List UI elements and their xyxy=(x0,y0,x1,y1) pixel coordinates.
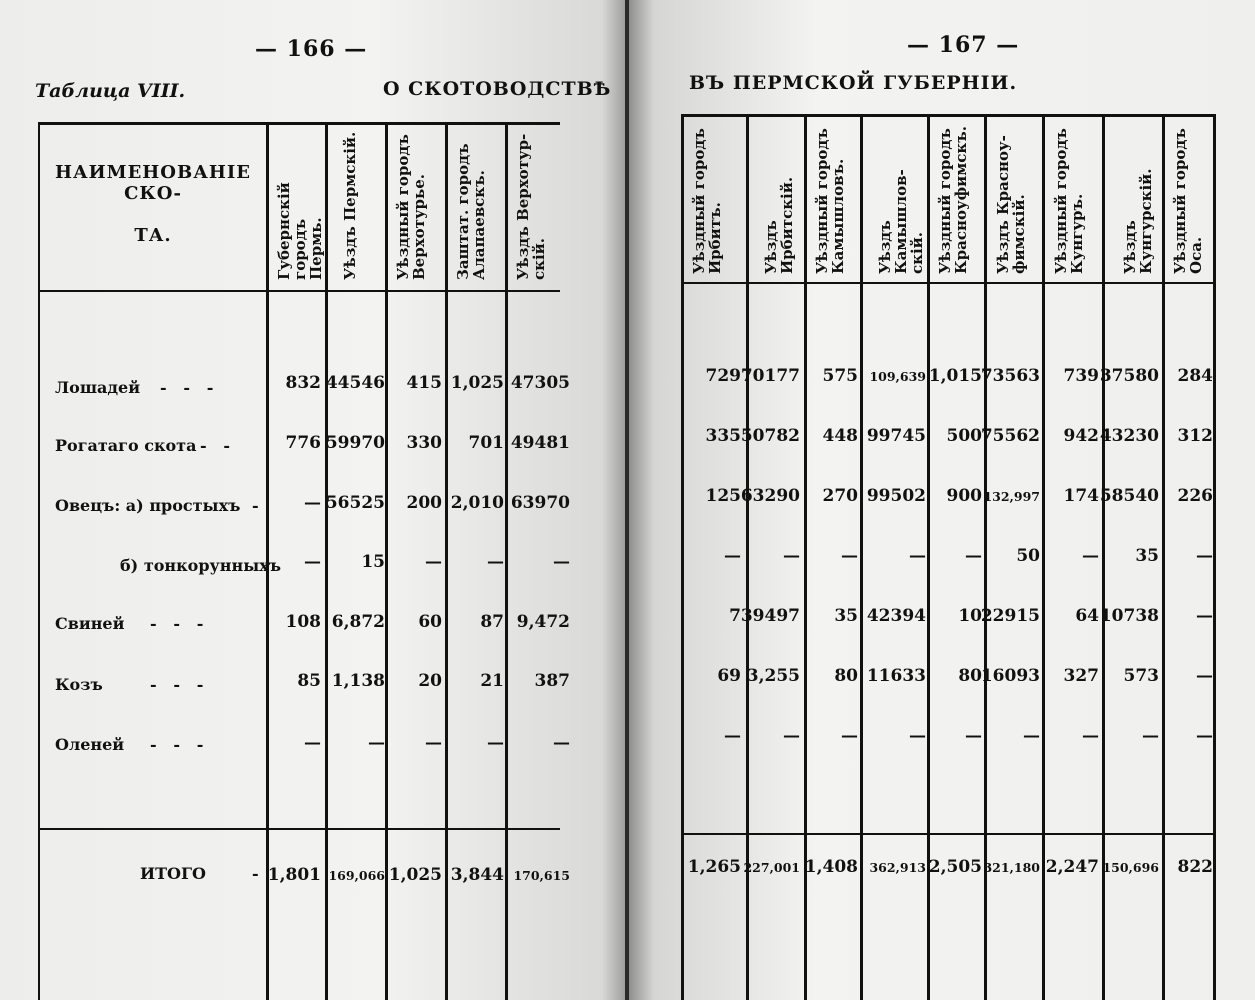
table-cell: — xyxy=(965,726,982,746)
table-cell: 1,025 xyxy=(450,373,504,393)
table-cell: 60 xyxy=(418,612,442,632)
table-cell: — xyxy=(1082,546,1099,566)
table-cell: 21 xyxy=(480,671,504,691)
table-cell: 22915 xyxy=(980,606,1040,626)
table-cell: 284 xyxy=(1177,366,1213,386)
table-cell: 125 xyxy=(705,486,741,506)
table-cell: 35 xyxy=(1135,546,1159,566)
table-cell: 108 xyxy=(285,612,321,632)
page-number-right: — 167 — xyxy=(907,32,1020,58)
table-cell: 47305 xyxy=(510,373,570,393)
table-cell: 200 xyxy=(406,493,442,513)
table-cell: — xyxy=(553,733,570,753)
table-cell: — xyxy=(909,546,926,566)
table-cell: — xyxy=(304,493,321,513)
table-cell: 448 xyxy=(822,426,858,446)
total-dashes: - xyxy=(252,864,259,883)
table-cell: 15 xyxy=(361,552,385,572)
total-cell: 3,844 xyxy=(450,865,504,885)
table-top-rule xyxy=(38,122,560,125)
row-dashes: - - xyxy=(200,436,230,455)
row-label: Лошадей xyxy=(55,378,141,397)
table-cell: 87 xyxy=(480,612,504,632)
row-label: Рогатаго скота xyxy=(55,436,197,455)
table-cell: 37580 xyxy=(1099,366,1159,386)
table-cell: 3,255 xyxy=(746,666,800,686)
table-cell: 270 xyxy=(822,486,858,506)
column-header: Губернскій городъ Пермь. xyxy=(275,182,325,280)
table-cell: 80 xyxy=(958,666,982,686)
total-top-rule xyxy=(681,833,1216,835)
row-label: Овецъ: а) простыхъ xyxy=(55,496,241,515)
right-page xyxy=(629,0,1255,1000)
header-bottom-rule xyxy=(681,282,1216,284)
table-cell: 11633 xyxy=(866,666,926,686)
table-cell: 69 xyxy=(717,666,741,686)
table-cell: 226 xyxy=(1177,486,1213,506)
table-cell: 575 xyxy=(822,366,858,386)
table-label: Таблица VIII. xyxy=(35,80,186,102)
row-label: б) тонкорунныхъ xyxy=(120,556,282,575)
table-cell: 73563 xyxy=(980,366,1040,386)
column-header: Уѣздъ Пермскій. xyxy=(341,131,359,280)
table-cell: 75562 xyxy=(980,426,1040,446)
column-header: Заштат. городъ Алапаевскъ. xyxy=(454,143,488,280)
table-cell: 739 xyxy=(1063,366,1099,386)
name-header-line1: НАИМЕНОВАНІЕ СКО- xyxy=(54,162,252,204)
header-bottom-rule xyxy=(38,290,560,292)
table-cell: 1,138 xyxy=(331,671,385,691)
table-cell: 1,015 xyxy=(928,366,982,386)
table-cell: 327 xyxy=(1063,666,1099,686)
table-cell: 35 xyxy=(834,606,858,626)
row-dashes: - - - xyxy=(150,735,204,754)
table-cell: 7 xyxy=(729,606,741,626)
table-cell: 70177 xyxy=(740,366,800,386)
table-cell: 44546 xyxy=(325,373,385,393)
table-cell: — xyxy=(1023,726,1040,746)
table-cell: — xyxy=(1196,546,1213,566)
column-header: Уѣздъ Камышлов- скій. xyxy=(876,169,926,274)
column-header: Уѣздный городъ Кунгуръ. xyxy=(1052,128,1086,274)
page-title-left: О СКОТОВОДСТВѢ xyxy=(383,78,612,100)
table-cell: — xyxy=(425,733,442,753)
column-header: Уѣздный городъ Верхотурье. xyxy=(394,134,428,280)
table-cell: 174 xyxy=(1063,486,1099,506)
table-cell: — xyxy=(487,552,504,572)
total-cell: 321,180 xyxy=(983,860,1040,875)
total-label: ИТОГО xyxy=(140,864,206,883)
table-cell: — xyxy=(724,726,741,746)
total-cell: 2,505 xyxy=(928,857,982,877)
table-cell: 64 xyxy=(1075,606,1099,626)
table-cell: 900 xyxy=(946,486,982,506)
page-number-left: — 166 — xyxy=(255,36,368,62)
table-cell: 2,010 xyxy=(450,493,504,513)
total-cell: 1,025 xyxy=(388,865,442,885)
total-cell: 1,265 xyxy=(687,857,741,877)
table-cell: 58540 xyxy=(1099,486,1159,506)
row-label: Оленей xyxy=(55,735,125,754)
table-cell: 776 xyxy=(285,433,321,453)
table-cell: 50 xyxy=(1016,546,1040,566)
table-cell: 500 xyxy=(946,426,982,446)
name-header-line2: ТА. xyxy=(134,225,172,246)
table-cell: 80 xyxy=(834,666,858,686)
column-rule xyxy=(38,122,40,1000)
table-cell: 85 xyxy=(297,671,321,691)
table-cell: 415 xyxy=(406,373,442,393)
column-header: Уѣздъ Кунгурскій. xyxy=(1121,168,1155,274)
left-page xyxy=(0,0,627,1000)
table-cell: — xyxy=(724,546,741,566)
table-cell: 42394 xyxy=(866,606,926,626)
table-cell: — xyxy=(304,552,321,572)
table-cell: — xyxy=(304,733,321,753)
row-dashes: - - - xyxy=(150,614,204,633)
table-cell: — xyxy=(1196,606,1213,626)
table-cell: 942 xyxy=(1063,426,1099,446)
table-cell: 20 xyxy=(418,671,442,691)
table-cell: 56525 xyxy=(325,493,385,513)
table-top-rule xyxy=(681,114,1216,117)
total-cell: 150,696 xyxy=(1102,860,1159,875)
table-cell: — xyxy=(487,733,504,753)
table-cell: 16093 xyxy=(980,666,1040,686)
table-cell: — xyxy=(1142,726,1159,746)
table-cell: 63970 xyxy=(510,493,570,513)
column-header: Уѣздный городъ Оса. xyxy=(1171,128,1205,274)
column-header: Уѣздный городъ Камышловъ. xyxy=(813,128,847,274)
table-cell: — xyxy=(965,546,982,566)
table-cell: 9,472 xyxy=(516,612,570,632)
table-cell: 39497 xyxy=(740,606,800,626)
table-cell: — xyxy=(841,546,858,566)
row-dashes: - xyxy=(252,496,259,515)
column-header: Уѣздъ Ирбитскій. xyxy=(762,176,796,274)
total-cell: 822 xyxy=(1177,857,1213,877)
table-cell: 10738 xyxy=(1099,606,1159,626)
table-cell: — xyxy=(841,726,858,746)
row-label: Козъ xyxy=(55,675,103,694)
page-title-right: ВЪ ПЕРМСКОЙ ГУБЕРНІИ. xyxy=(689,72,1018,94)
table-cell: 99745 xyxy=(866,426,926,446)
table-cell: 832 xyxy=(285,373,321,393)
total-cell: 169,066 xyxy=(328,868,385,883)
table-cell: — xyxy=(909,726,926,746)
table-cell: — xyxy=(553,552,570,572)
table-cell: 6,872 xyxy=(331,612,385,632)
total-cell: 170,615 xyxy=(513,868,570,883)
table-cell: 63290 xyxy=(740,486,800,506)
table-cell: 701 xyxy=(468,433,504,453)
table-cell: 10 xyxy=(958,606,982,626)
table-cell: 330 xyxy=(406,433,442,453)
table-cell: 49481 xyxy=(510,433,570,453)
table-cell: 573 xyxy=(1123,666,1159,686)
table-cell: — xyxy=(783,726,800,746)
table-cell: 59970 xyxy=(325,433,385,453)
total-cell: 1,408 xyxy=(804,857,858,877)
row-label: Свиней xyxy=(55,614,125,633)
row-dashes: - - - xyxy=(150,675,204,694)
table-cell: — xyxy=(1196,666,1213,686)
table-cell: 43230 xyxy=(1099,426,1159,446)
table-cell: 50782 xyxy=(740,426,800,446)
table-cell: — xyxy=(783,546,800,566)
total-cell: 2,247 xyxy=(1045,857,1099,877)
table-cell: 132,997 xyxy=(983,489,1040,504)
column-rule xyxy=(1213,114,1216,1000)
total-cell: 1,801 xyxy=(267,865,321,885)
table-cell: — xyxy=(425,552,442,572)
table-cell: 729 xyxy=(705,366,741,386)
column-header: Уѣздный городъ Красноуфимскъ. xyxy=(936,126,970,274)
table-cell: — xyxy=(1196,726,1213,746)
row-dashes: - - - xyxy=(160,378,214,397)
table-cell: 312 xyxy=(1177,426,1213,446)
table-cell: 99502 xyxy=(866,486,926,506)
column-header: Уѣздъ Верхотур- скій. xyxy=(514,133,548,280)
table-cell: 335 xyxy=(705,426,741,446)
total-cell: 227,001 xyxy=(743,860,800,875)
table-cell: — xyxy=(1082,726,1099,746)
column-header: Уѣздъ Красноу- фимскій. xyxy=(994,135,1028,274)
table-cell: 387 xyxy=(534,671,570,691)
column-header: Уѣздный городъ Ирбитъ. xyxy=(690,128,724,274)
table-cell: 109,639 xyxy=(869,369,926,384)
table-cell: — xyxy=(368,733,385,753)
total-cell: 362,913 xyxy=(869,860,926,875)
total-top-rule xyxy=(38,828,560,830)
